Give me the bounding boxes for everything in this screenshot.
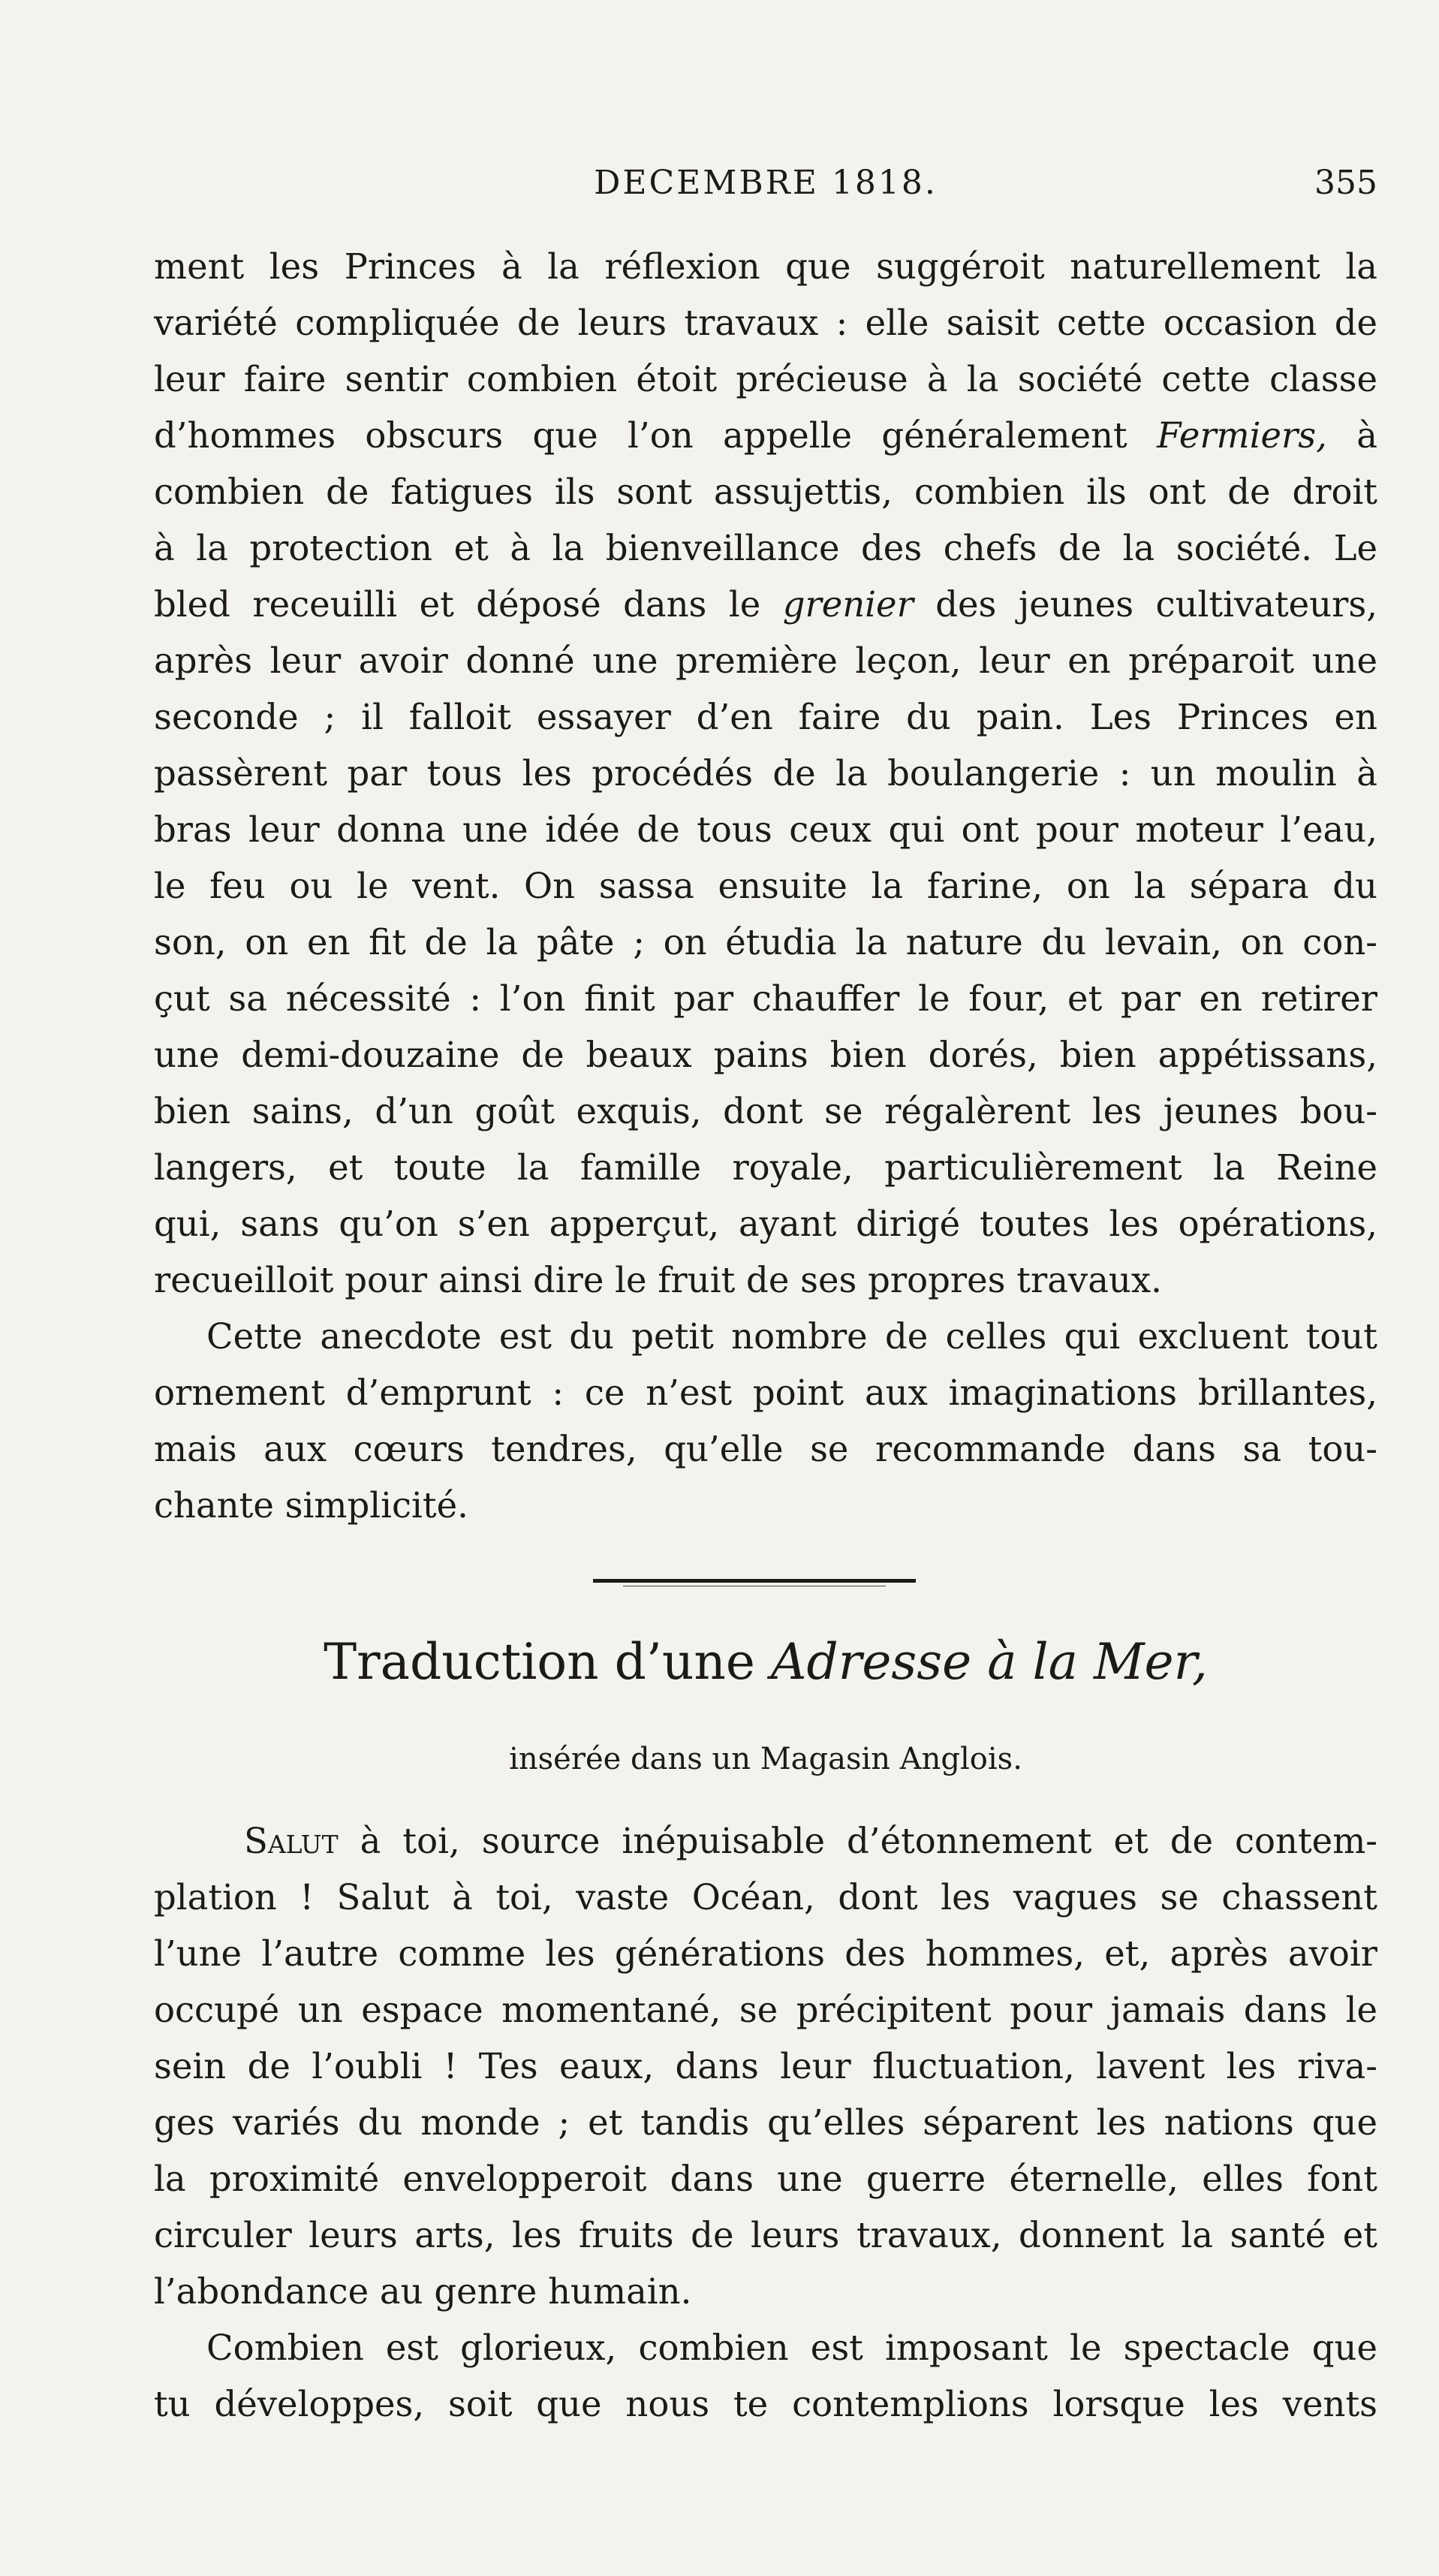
text-line: Combien est glorieux, combien est imposant le spectacle que (206, 2327, 1377, 2368)
paragraph-2 (154, 1309, 1377, 1534)
drop-word: Salut (244, 1821, 339, 1861)
section-title-prefix: Traduction d’une (324, 1633, 771, 1691)
text-line: ornement d’emprunt : ce n’est point aux imaginations brillantes, (154, 1372, 1377, 1413)
text-line: mais aux cœurs tendres, qu’elle se recommande dans sa tou- (154, 1429, 1377, 1469)
section-title-italic: Adresse à la Mer, (770, 1633, 1208, 1691)
italic-term: grenier (782, 584, 914, 625)
text-line: passèrent par tous les procédés de la boulangerie : un moulin à (154, 753, 1377, 794)
text-line: occupé un espace momentané, se précipitent pour jamais dans le (154, 1990, 1377, 2030)
text-line: qui, sans qu’on s’en apperçut, ayant dirigé toutes les opérations, (154, 1204, 1377, 1244)
running-header (154, 164, 1377, 209)
section-subtitle: insérée dans un Magasin Anglois. (509, 1742, 1022, 1776)
first-line-text: à toi, source inépuisable d’étonnement et de contem- (338, 1821, 1377, 1861)
paragraph-4 (154, 2320, 1377, 2433)
text-line: à la protection et à la bienveillance des chefs de la société. Le (154, 528, 1377, 568)
text-line: seconde ; il falloit essayer d’en faire du pain. Les Princes en (154, 697, 1377, 737)
text-line: le feu ou le vent. On sassa ensuite la farine, on la sépara du (154, 866, 1377, 906)
paragraph-3-lines (154, 1869, 1377, 2320)
text-line: circuler leurs arts, les fruits de leurs travaux, donnent la santé et (154, 2215, 1377, 2255)
text-line: sein de l’oubli ! Tes eaux, dans leur fluctuation, lavent les riva- (154, 2046, 1377, 2086)
text-line: plation ! Salut à toi, vaste Océan, dont les vagues se chassent (154, 1877, 1377, 1918)
paragraph-3 (154, 1813, 1377, 2320)
text-line: langers, et toute la famille royale, particulièrement la Reine (154, 1147, 1377, 1188)
text-line: après leur avoir donné une première leçon, leur en préparoit une (154, 640, 1377, 681)
text-line: leur faire sentir combien étoit précieuse à la société cette classe (154, 359, 1377, 399)
text-line: une demi-douzaine de beaux pains bien dorés, bien appétissans, (154, 1035, 1377, 1075)
text-line: ment les Princes à la réflexion que suggéroit naturellement la (154, 246, 1377, 287)
text-line: bien sains, d’un goût exquis, dont se régalèrent les jeunes bou- (154, 1091, 1377, 1131)
italic-term: Fermiers, (1157, 415, 1327, 456)
text-line: Cette anecdote est du petit nombre de celles qui excluent tout (206, 1316, 1377, 1357)
text-line: d’hommes obscurs que l’on appelle généralement Fermiers, à (154, 415, 1377, 456)
text-line: l’une l’autre comme les générations des hommes, et, après avoir (154, 1933, 1377, 1974)
text-line: tu développes, soit que nous te contemplions lorsque les vents (154, 2384, 1377, 2424)
text-line: variété compliquée de leurs travaux : elle saisit cette occasion de (154, 303, 1377, 343)
text-line: ges variés du monde ; et tandis qu’elles séparent les nations que (154, 2102, 1377, 2143)
text-line: chante simplicité. (154, 1485, 468, 1526)
text-line: l’abondance au genre humain. (154, 2271, 692, 2312)
running-title: DECEMBRE 1818. (594, 164, 938, 202)
text-line (154, 1813, 1377, 1869)
text-line: combien de fatigues ils sont assujettis, combien ils ont de droit (154, 472, 1377, 512)
text-line: recueilloit pour ainsi dire le fruit de ses propres travaux. (154, 1260, 1162, 1300)
text-line: son, on en fit de la pâte ; on étudia la nature du levain, on con- (154, 922, 1377, 963)
text-line: bled receuilli et déposé dans le grenier des jeunes cultivateurs, (154, 584, 1377, 625)
paragraph-1 (154, 239, 1377, 1309)
text-line: çut sa nécessité : l’on finit par chauffer le four, et par en retirer (154, 978, 1377, 1019)
text-line: la proximité envelopperoit dans une guerre éternelle, elles font (154, 2159, 1377, 2199)
page-number: 355 (1314, 164, 1377, 202)
section-title (154, 1633, 1377, 1691)
text-line: bras leur donna une idée de tous ceux qui ont pour moteur l’eau, (154, 809, 1377, 850)
section-divider (593, 1579, 916, 1583)
